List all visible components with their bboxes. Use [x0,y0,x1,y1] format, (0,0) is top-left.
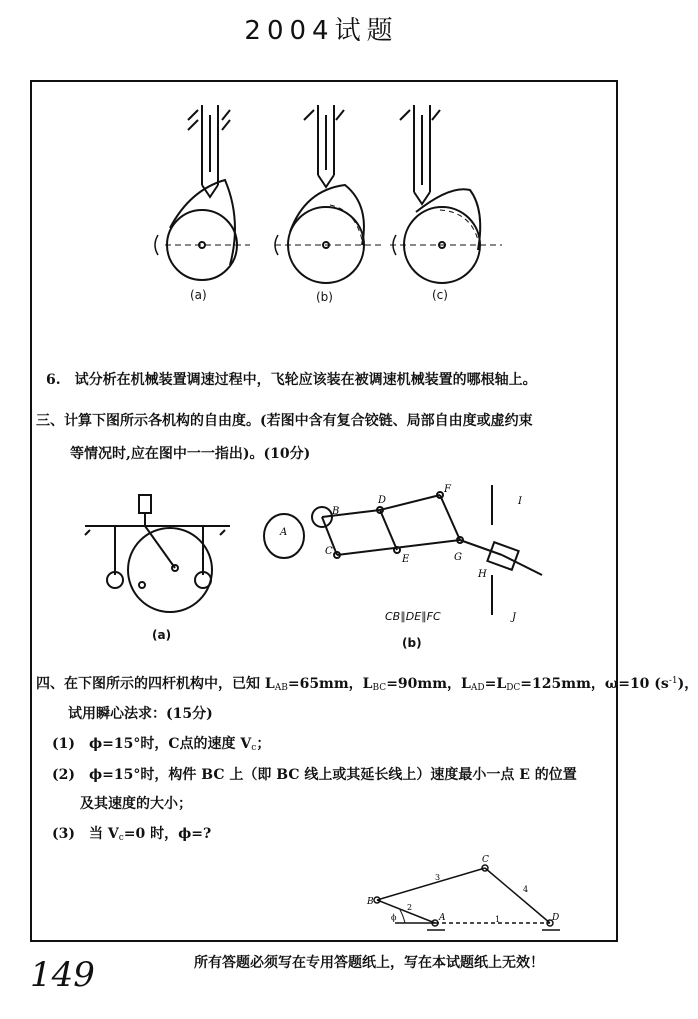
label-E: E [402,554,410,565]
parallel-note: CB∥DE∥FC [385,610,441,623]
question-4-item2-line2: 及其速度的大小； [80,796,192,812]
footer-notice: 所有答题必须写在专用答题纸上，写在本试题纸上无效！ [194,955,544,971]
label-G: G [454,552,462,563]
page-number: 149 [30,955,95,995]
four-bar-linkage-figure [355,850,570,940]
fig3-label-B: B [367,897,374,907]
cam-b [275,105,385,283]
label-H: H [478,569,487,580]
caption-a: (a) [190,288,207,302]
question-4-item1: (1) ϕ=15°时，C点的速度 $V_c$； [52,736,271,753]
caption-b: (b) [316,290,333,304]
page-title: 2004试题 [244,16,399,46]
fig3-label-C: C [482,855,489,865]
fig3-label-A: A [439,913,446,923]
label-I: I [518,496,522,507]
mechanism-b-caption: (b) [402,636,422,650]
fig3-link-1: 1 [495,915,501,924]
fig3-link-4: 4 [523,885,529,894]
question-3-line2: 等情况时,应在图中一一指出)。(10分) [70,446,311,462]
cam-mechanisms-figure [130,100,510,315]
label-D: D [378,495,387,506]
fig3-link-3: 3 [435,873,441,882]
mechanism-a-figure [85,490,235,620]
question-4-item3: (3) 当 $V_c=0$ 时，ϕ=? [52,826,212,843]
cam-c [390,105,502,283]
caption-c: (c) [432,288,448,302]
fig3-label-D: D [552,913,560,923]
mechanism-b-figure [262,480,552,623]
question-6: 6. 试分析在机械装置调速过程中，飞轮应该装在被调速机械装置的哪根轴上。 [46,372,537,388]
question-4-method: 试用瞬心法求：(15分) [68,706,213,722]
label-B: B [332,506,340,517]
cam-a [155,105,250,280]
mechanism-a-caption: (a) [152,628,172,642]
fig3-link-2: 2 [407,903,413,912]
label-J: J [512,612,517,623]
question-4-item2-line1: (2) ϕ=15°时，构件 BC 上（即 BC 线上或其延长线上）速度最小一点 E 的位置 [52,767,577,783]
question-3-line1: 三、计算下图所示各机构的自由度。(若图中含有复合铰链、局部自由度或虚约束 [36,413,533,429]
label-A: A [280,527,288,538]
fig3-angle-phi: ϕ [391,913,397,922]
label-F: F [444,484,451,495]
question-4-intro: 四、在下图所示的四杆机构中，已知 $L_{AB}=65mm$，$L_{BC}=90mm$，$L_{AD}=L_{DC}=125mm$，ω=10 $(s^{-1})$， [36,676,698,693]
label-C: C [325,546,333,557]
